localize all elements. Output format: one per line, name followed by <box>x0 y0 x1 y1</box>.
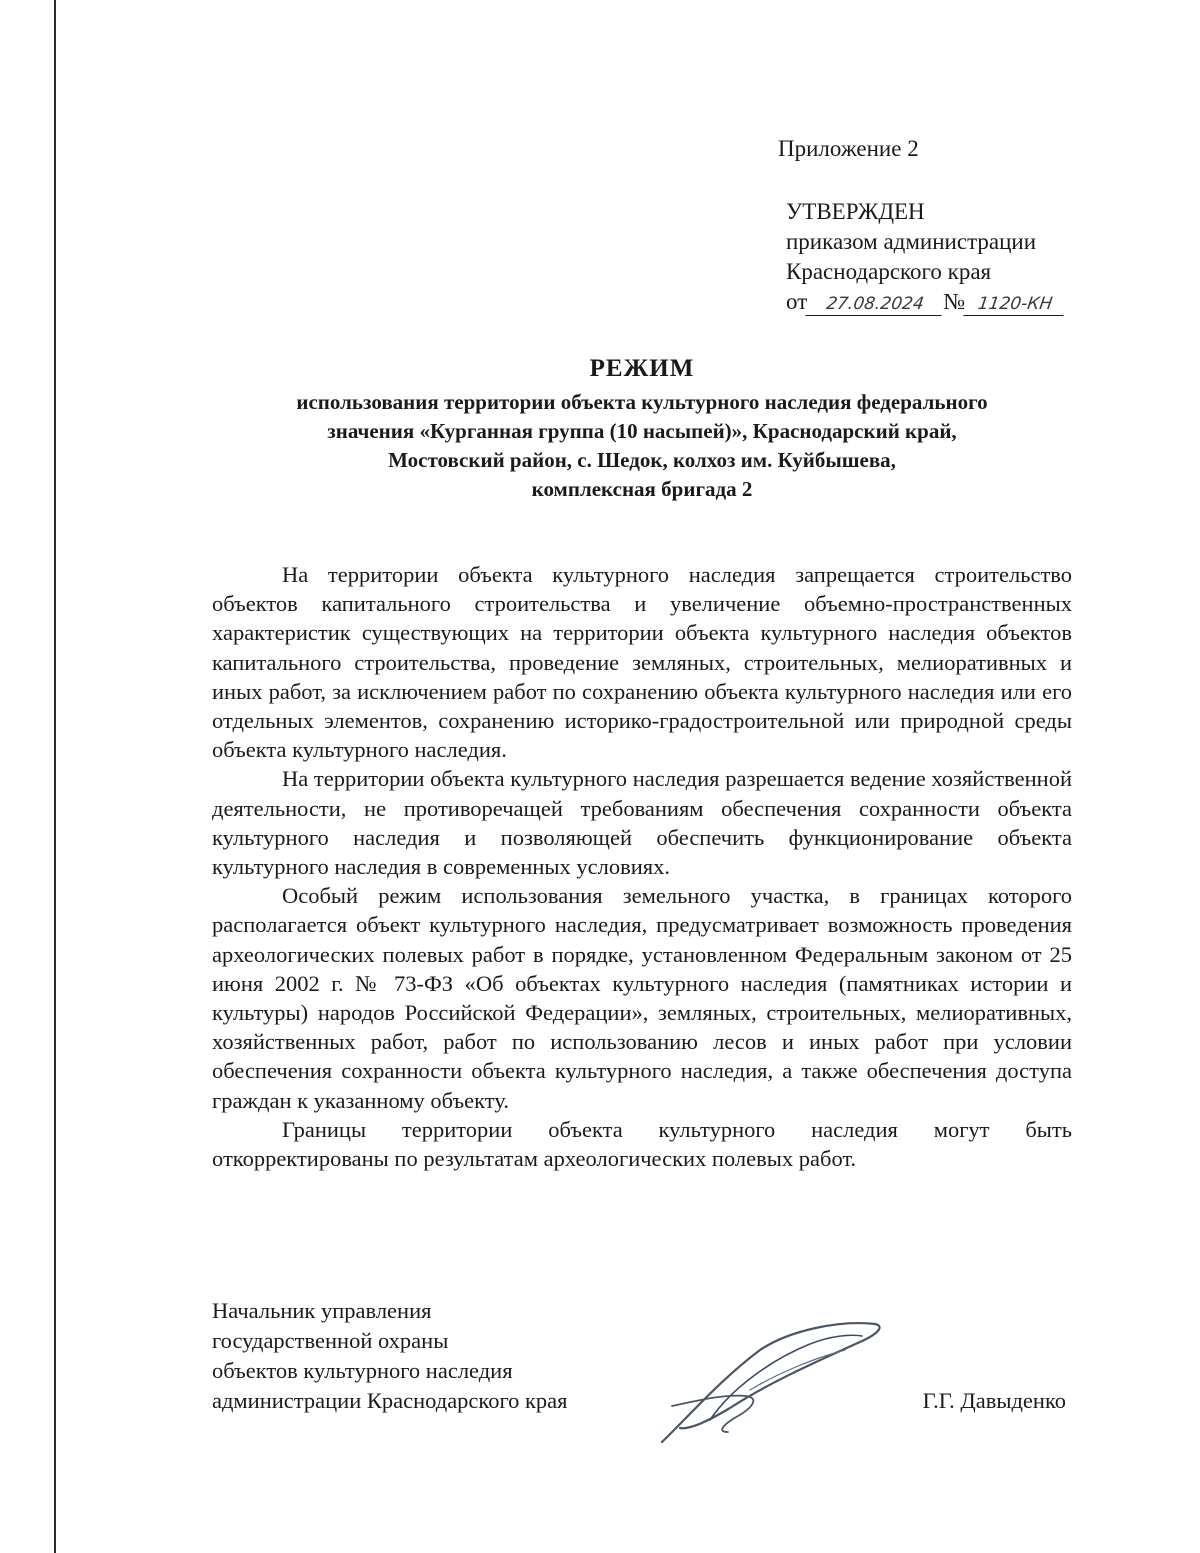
order-line-2: Краснодарского края <box>786 259 992 284</box>
order-number-handwritten: 1120-КН <box>964 293 1067 316</box>
subtitle-line-1: использования территории объекта культурного наследия федерального <box>296 390 988 414</box>
paragraph-permissions: На территории объекта культурного наследия разрешается ведение хозяйственной деятельности, не противоречащей требованиям обеспечения сохранности объекта культурного наследия и позволяющей обеспечить функционирование объекта культурного наследия в современных условиях. <box>212 766 1072 880</box>
date-prefix: от <box>786 289 808 314</box>
subtitle-line-3: Мостовский район, с. Шедок, колхоз им. Куйбышева, <box>388 448 896 472</box>
position-line-2: государственной охраны <box>212 1328 449 1353</box>
signatory-name: Г.Г. Давыденко <box>922 1388 1066 1413</box>
handwritten-signature <box>650 1320 890 1450</box>
order-date-handwritten: 27.08.2024 <box>806 293 945 316</box>
document-title-block <box>212 352 1072 504</box>
subtitle-line-4: комплексная бригада 2 <box>531 477 753 501</box>
annex-label: Приложение 2 <box>778 136 919 161</box>
document-title: РЕЖИМ <box>589 355 695 382</box>
order-line-1: приказом администрации <box>786 229 1037 254</box>
order-date-number-line <box>786 287 1158 317</box>
document-body <box>212 560 1072 1173</box>
paragraph-boundaries: Границы территории объекта культурного наследия могут быть откорректированы по результатам археологических полевых работ. <box>212 1116 1072 1172</box>
paragraph-prohibitions: На территории объекта культурного наследия запрещается строительство объектов капитального строительства и увеличение объемно-пространственных характеристик существующих на территории объекта культурного наследия объектов капитального строительства, проведение земляных, строительных, мелиоративных и иных работ, за исключением работ по сохранению объекта культурного наследия или его отдельных элементов, сохранению историко-градостроительной или природной среды объекта культурного наследия. <box>212 562 1072 763</box>
signatory-position <box>212 1296 568 1416</box>
position-line-1: Начальник управления <box>212 1298 432 1323</box>
position-line-3: объектов культурного наследия <box>212 1358 513 1383</box>
scan-edge-line <box>54 0 56 1553</box>
number-prefix: № <box>943 289 966 314</box>
approval-stamp-block <box>778 134 1158 317</box>
document-subtitle <box>212 388 1072 504</box>
approved-label: УТВЕРЖДЕН <box>786 199 925 224</box>
paragraph-special-regime: Особый режим использования земельного участка, в границах которого располагается объект культурного наследия, предусматривает возможность проведения археологических полевых работ в порядке, установленном Федеральным законом от 25 июня 2002 г. № 73-ФЗ «Об объектах культурного наследия (памятниках истории и культуры) народов Российской Федерации», земляных, строительных, мелиоративных, хозяйственных работ, работ по использованию лесов и иных работ при условии обеспечения сохранности объекта культурного наследия, а также обеспечения доступа граждан к указанному объекту. <box>212 883 1072 1113</box>
position-line-4: администрации Краснодарского края <box>212 1388 568 1413</box>
subtitle-line-2: значения «Курганная группа (10 насыпей)», Краснодарский край, <box>327 419 957 443</box>
signature-block <box>212 1296 1072 1446</box>
approval-details <box>778 197 1158 317</box>
